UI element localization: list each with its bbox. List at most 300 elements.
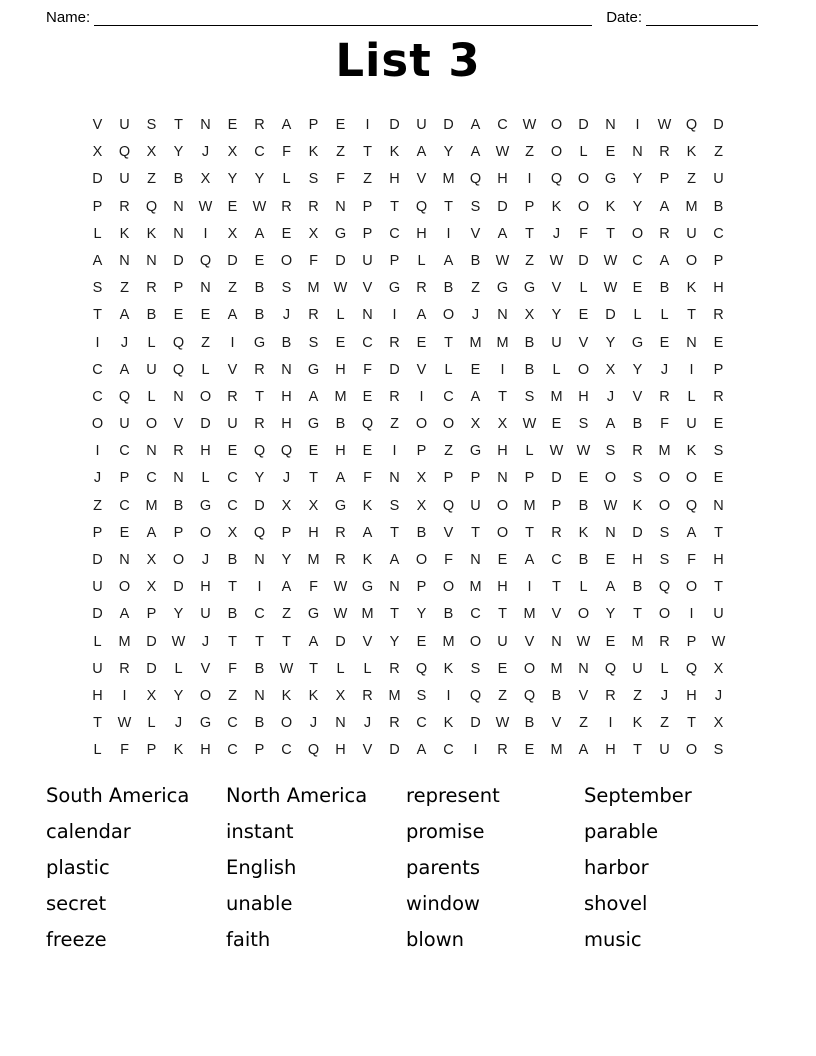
grid-cell[interactable]: L [147,715,156,732]
grid-cell[interactable]: S [146,117,157,133]
grid-cell[interactable]: N [632,144,643,161]
grid-cell[interactable]: L [93,225,102,242]
word-list-item[interactable]: music [584,928,642,951]
grid-cell[interactable]: H [416,225,427,242]
grid-cell[interactable]: T [93,715,102,732]
grid-cell[interactable]: V [200,660,211,677]
grid-cell[interactable]: U [686,225,697,242]
grid-cell[interactable]: I [392,307,397,324]
grid-cell[interactable]: B [578,552,589,568]
grid-cell[interactable]: N [551,633,562,650]
grid-cell[interactable]: D [389,361,400,378]
grid-cell[interactable]: V [443,524,454,541]
grid-cell[interactable]: R [605,687,616,704]
grid-cell[interactable]: Y [173,606,184,623]
grid-cell[interactable]: B [443,606,454,623]
grid-cell[interactable]: S [281,280,292,297]
grid-cell[interactable]: E [497,552,508,568]
grid-cell[interactable]: V [362,280,373,297]
grid-cell[interactable]: T [714,579,723,596]
grid-cell[interactable]: R [308,307,319,324]
grid-cell[interactable]: W [711,633,726,650]
grid-cell[interactable]: A [281,117,292,133]
grid-cell[interactable]: X [146,687,157,704]
grid-cell[interactable]: J [174,715,183,732]
grid-cell[interactable]: X [308,225,319,242]
grid-cell[interactable]: X [713,715,724,732]
grid-cell[interactable]: K [308,144,319,161]
grid-cell[interactable]: P [551,497,562,514]
grid-cell[interactable]: R [551,524,562,541]
grid-cell[interactable]: P [362,198,373,215]
grid-cell[interactable]: V [632,388,643,405]
grid-cell[interactable]: U [713,171,724,188]
grid-cell[interactable]: K [551,198,562,215]
grid-cell[interactable]: Z [390,416,399,433]
grid-cell[interactable]: X [200,171,211,188]
grid-cell[interactable]: P [416,579,427,596]
grid-cell[interactable]: C [443,388,454,405]
grid-cell[interactable]: O [523,660,536,677]
grid-cell[interactable]: K [146,225,157,242]
grid-cell[interactable]: A [281,579,292,596]
grid-cell[interactable]: A [470,388,481,405]
grid-cell[interactable]: Y [605,606,616,623]
grid-cell[interactable]: J [660,361,669,378]
grid-cell[interactable]: V [416,171,427,188]
grid-cell[interactable]: C [227,497,238,514]
grid-cell[interactable]: W [522,117,537,133]
grid-cell[interactable]: P [362,225,373,242]
grid-cell[interactable]: I [95,443,100,460]
grid-cell[interactable]: R [389,334,400,351]
grid-cell[interactable]: D [578,252,589,269]
grid-cell[interactable]: M [388,687,401,704]
grid-cell[interactable]: N [146,443,157,460]
grid-cell[interactable]: I [500,361,505,378]
grid-cell[interactable]: O [469,633,482,650]
grid-cell[interactable]: D [146,633,157,650]
grid-cell[interactable]: I [365,117,370,133]
grid-cell[interactable]: D [605,307,616,324]
grid-cell[interactable]: G [604,171,617,188]
grid-cell[interactable]: J [606,388,615,405]
grid-cell[interactable]: O [577,606,590,623]
grid-cell[interactable]: Z [282,606,291,623]
grid-cell[interactable]: L [687,388,696,405]
grid-cell[interactable]: U [227,416,238,433]
grid-cell[interactable]: Q [172,361,185,378]
grid-cell[interactable]: P [92,198,103,215]
grid-cell[interactable]: D [497,198,508,215]
grid-cell[interactable]: E [416,633,427,650]
grid-cell[interactable]: W [603,497,618,514]
grid-cell[interactable]: E [659,334,670,351]
grid-cell[interactable]: T [498,606,507,623]
grid-cell[interactable]: D [92,171,103,188]
grid-cell[interactable]: B [524,715,535,732]
grid-cell[interactable]: C [713,225,724,242]
grid-cell[interactable]: G [307,606,320,623]
grid-cell[interactable]: O [442,416,455,433]
grid-cell[interactable]: H [335,742,346,759]
grid-cell[interactable]: C [389,225,400,242]
grid-cell[interactable]: Q [550,171,563,188]
grid-cell[interactable]: L [201,361,210,378]
grid-cell[interactable]: W [576,443,591,460]
grid-cell[interactable]: Q [199,252,212,269]
grid-cell[interactable]: H [632,552,643,568]
grid-cell[interactable]: O [199,687,212,704]
grid-cell[interactable]: A [119,361,130,378]
grid-cell[interactable]: H [389,171,400,188]
grid-cell[interactable]: T [390,198,399,215]
word-list-item[interactable]: harbor [584,856,649,879]
grid-cell[interactable]: R [308,198,319,215]
grid-cell[interactable]: Z [525,144,534,161]
grid-cell[interactable]: D [92,552,103,568]
grid-cell[interactable]: N [470,552,481,568]
grid-cell[interactable]: M [523,497,536,514]
grid-cell[interactable]: Q [415,198,428,215]
grid-cell[interactable]: O [658,470,671,487]
grid-cell[interactable]: K [119,225,130,242]
grid-cell[interactable]: U [362,252,373,269]
grid-cell[interactable]: T [444,198,453,215]
grid-cell[interactable]: C [443,742,454,759]
grid-cell[interactable]: B [173,497,184,514]
word-list-item[interactable]: unable [226,892,293,915]
grid-cell[interactable]: H [308,524,319,541]
grid-cell[interactable]: P [119,470,130,487]
grid-cell[interactable]: M [523,606,536,623]
grid-cell[interactable]: G [469,443,482,460]
grid-cell[interactable]: B [659,280,670,297]
grid-cell[interactable]: P [470,470,481,487]
grid-cell[interactable]: G [199,715,212,732]
grid-cell[interactable]: O [415,416,428,433]
grid-cell[interactable]: N [173,225,184,242]
grid-cell[interactable]: Z [93,497,102,514]
grid-cell[interactable]: C [92,361,103,378]
grid-cell[interactable]: T [390,524,399,541]
grid-cell[interactable]: D [173,252,184,269]
grid-cell[interactable]: D [92,606,103,623]
grid-cell[interactable]: R [713,388,724,405]
grid-cell[interactable]: B [470,252,481,269]
grid-cell[interactable]: C [227,470,238,487]
grid-cell[interactable]: A [119,606,130,623]
grid-cell[interactable]: E [335,117,346,133]
grid-cell[interactable]: Z [633,687,642,704]
grid-cell[interactable]: S [470,198,481,215]
grid-cell[interactable]: I [392,443,397,460]
grid-cell[interactable]: E [362,443,373,460]
grid-cell[interactable]: W [603,280,618,297]
grid-cell[interactable]: W [495,252,510,269]
grid-cell[interactable]: X [146,552,157,568]
grid-cell[interactable]: E [335,334,346,351]
grid-cell[interactable]: C [119,497,130,514]
grid-cell[interactable]: A [497,225,508,242]
grid-cell[interactable]: Y [551,307,562,324]
grid-cell[interactable]: T [687,715,696,732]
grid-cell[interactable]: J [363,715,372,732]
grid-cell[interactable]: T [525,225,534,242]
word-list-item[interactable]: September [584,784,692,807]
grid-cell[interactable]: N [173,470,184,487]
grid-cell[interactable]: Q [118,388,131,405]
grid-cell[interactable]: Q [172,334,185,351]
grid-cell[interactable]: V [578,334,589,351]
grid-cell[interactable]: Q [685,117,698,133]
grid-cell[interactable]: X [227,225,238,242]
grid-cell[interactable]: Z [714,144,723,161]
grid-cell[interactable]: L [201,470,210,487]
word-list-item[interactable]: North America [226,784,368,807]
grid-cell[interactable]: N [254,552,265,568]
grid-cell[interactable]: O [280,252,293,269]
grid-cell[interactable]: R [362,687,373,704]
grid-cell[interactable]: R [632,443,643,460]
grid-cell[interactable]: M [145,497,158,514]
grid-cell[interactable]: L [417,252,426,269]
grid-cell[interactable]: X [416,470,427,487]
grid-cell[interactable]: A [227,307,238,324]
grid-cell[interactable]: N [686,334,697,351]
grid-cell[interactable]: G [334,497,347,514]
grid-cell[interactable]: D [632,524,643,541]
grid-cell[interactable]: Z [201,334,210,351]
grid-cell[interactable]: T [309,660,318,677]
grid-cell[interactable]: W [333,280,348,297]
grid-cell[interactable]: K [308,687,319,704]
grid-cell[interactable]: U [119,117,130,133]
grid-cell[interactable]: T [714,524,723,541]
grid-cell[interactable]: A [308,388,319,405]
grid-cell[interactable]: H [497,579,508,596]
grid-cell[interactable]: R [713,307,724,324]
grid-cell[interactable]: L [174,660,183,677]
grid-cell[interactable]: C [551,552,562,568]
grid-cell[interactable]: D [335,633,346,650]
grid-cell[interactable]: C [497,117,508,133]
grid-cell[interactable]: O [577,361,590,378]
grid-cell[interactable]: V [524,633,535,650]
grid-cell[interactable]: R [173,443,184,460]
grid-cell[interactable]: S [632,470,643,487]
grid-cell[interactable]: L [282,171,291,188]
grid-cell[interactable]: J [201,144,210,161]
grid-cell[interactable]: A [524,552,535,568]
grid-cell[interactable]: F [579,225,588,242]
grid-cell[interactable]: N [173,198,184,215]
grid-cell[interactable]: L [147,334,156,351]
grid-cell[interactable]: F [228,660,237,677]
grid-cell[interactable]: L [444,361,453,378]
grid-cell[interactable]: D [335,252,346,269]
grid-cell[interactable]: N [200,280,211,297]
grid-cell[interactable]: K [632,715,643,732]
grid-cell[interactable]: W [198,198,213,215]
grid-cell[interactable]: A [416,742,427,759]
grid-cell[interactable]: A [119,307,130,324]
grid-cell[interactable]: Z [228,280,237,297]
grid-cell[interactable]: T [390,606,399,623]
grid-cell[interactable]: P [713,361,724,378]
grid-cell[interactable]: O [685,742,698,759]
grid-cell[interactable]: S [308,334,319,351]
grid-cell[interactable]: H [200,742,211,759]
grid-cell[interactable]: Z [687,171,696,188]
grid-cell[interactable]: W [333,579,348,596]
grid-cell[interactable]: Y [173,144,184,161]
grid-cell[interactable]: Q [280,443,293,460]
grid-cell[interactable]: W [252,198,267,215]
grid-cell[interactable]: T [282,633,291,650]
grid-cell[interactable]: O [199,388,212,405]
grid-cell[interactable]: R [119,660,130,677]
grid-cell[interactable]: S [605,443,616,460]
grid-cell[interactable]: F [336,171,345,188]
grid-cell[interactable]: Z [228,687,237,704]
date-input-line[interactable] [646,12,758,26]
grid-cell[interactable]: L [633,307,642,324]
grid-cell[interactable]: K [578,524,589,541]
grid-cell[interactable]: E [524,742,535,759]
grid-cell[interactable]: Q [523,687,536,704]
grid-cell[interactable]: M [334,388,347,405]
grid-cell[interactable]: Y [389,633,400,650]
grid-cell[interactable]: O [550,144,563,161]
grid-cell[interactable]: W [279,660,294,677]
grid-cell[interactable]: U [119,171,130,188]
grid-cell[interactable]: E [632,280,643,297]
grid-cell[interactable]: C [92,388,103,405]
grid-cell[interactable]: B [254,715,265,732]
grid-cell[interactable]: R [389,388,400,405]
grid-cell[interactable]: B [227,606,238,623]
grid-cell[interactable]: I [122,687,127,704]
grid-cell[interactable]: G [307,361,320,378]
grid-cell[interactable]: X [497,416,508,433]
grid-cell[interactable]: P [659,171,670,188]
grid-cell[interactable]: T [498,388,507,405]
grid-cell[interactable]: R [254,117,265,133]
grid-cell[interactable]: K [443,660,454,677]
grid-cell[interactable]: H [281,388,292,405]
grid-cell[interactable]: H [605,742,616,759]
grid-cell[interactable]: K [173,742,184,759]
grid-cell[interactable]: H [335,361,346,378]
grid-cell[interactable]: N [146,252,157,269]
grid-cell[interactable]: S [92,280,103,297]
grid-cell[interactable]: V [227,361,238,378]
grid-cell[interactable]: D [389,742,400,759]
grid-cell[interactable]: A [659,252,670,269]
grid-cell[interactable]: I [419,388,424,405]
grid-cell[interactable]: R [254,416,265,433]
grid-cell[interactable]: R [335,552,346,568]
grid-cell[interactable]: R [254,361,265,378]
grid-cell[interactable]: G [334,225,347,242]
grid-cell[interactable]: C [470,606,481,623]
grid-cell[interactable]: U [497,633,508,650]
grid-cell[interactable]: Q [118,144,131,161]
grid-cell[interactable]: W [117,715,132,732]
grid-cell[interactable]: G [307,416,320,433]
grid-cell[interactable]: C [254,144,265,161]
grid-cell[interactable]: Z [498,687,507,704]
grid-cell[interactable]: J [471,307,480,324]
grid-cell[interactable]: P [254,742,265,759]
grid-cell[interactable]: W [495,715,510,732]
grid-cell[interactable]: O [550,117,563,133]
grid-cell[interactable]: X [146,579,157,596]
grid-cell[interactable]: O [496,524,509,541]
grid-cell[interactable]: I [446,225,451,242]
grid-cell[interactable]: B [146,307,157,324]
grid-cell[interactable]: O [604,470,617,487]
grid-cell[interactable]: P [92,524,103,541]
grid-cell[interactable]: R [227,388,238,405]
grid-cell[interactable]: B [443,280,454,297]
grid-cell[interactable]: X [92,144,103,161]
grid-cell[interactable]: O [442,579,455,596]
grid-cell[interactable]: U [470,497,481,514]
grid-cell[interactable]: U [632,660,643,677]
grid-cell[interactable]: L [525,443,534,460]
grid-cell[interactable]: O [280,715,293,732]
grid-cell[interactable]: M [631,633,644,650]
grid-cell[interactable]: G [388,280,401,297]
grid-cell[interactable]: O [91,416,104,433]
grid-cell[interactable]: C [632,252,643,269]
grid-cell[interactable]: Q [253,443,266,460]
grid-cell[interactable]: B [335,416,346,433]
grid-cell[interactable]: E [605,552,616,568]
grid-cell[interactable]: E [713,416,724,433]
grid-cell[interactable]: B [578,497,589,514]
grid-cell[interactable]: K [389,144,400,161]
grid-cell[interactable]: N [362,307,373,324]
grid-cell[interactable]: I [635,117,640,133]
grid-cell[interactable]: K [686,280,697,297]
grid-cell[interactable]: M [469,334,482,351]
grid-cell[interactable]: S [659,524,670,541]
grid-cell[interactable]: X [227,524,238,541]
grid-cell[interactable]: N [119,552,130,568]
grid-cell[interactable]: V [578,687,589,704]
grid-cell[interactable]: T [228,633,237,650]
grid-cell[interactable]: B [254,307,265,324]
grid-cell[interactable]: S [659,552,670,568]
word-list-item[interactable]: blown [406,928,465,951]
grid-cell[interactable]: Y [281,552,292,568]
grid-cell[interactable]: A [470,117,481,133]
grid-cell[interactable]: W [576,633,591,650]
grid-cell[interactable]: Z [444,443,453,460]
grid-cell[interactable]: O [658,497,671,514]
grid-cell[interactable]: X [416,497,427,514]
grid-cell[interactable]: Q [685,660,698,677]
grid-cell[interactable]: A [335,470,346,487]
grid-cell[interactable]: S [389,497,400,514]
grid-cell[interactable]: M [550,388,563,405]
grid-cell[interactable]: U [713,606,724,623]
grid-cell[interactable]: V [362,633,373,650]
grid-cell[interactable]: G [631,334,644,351]
